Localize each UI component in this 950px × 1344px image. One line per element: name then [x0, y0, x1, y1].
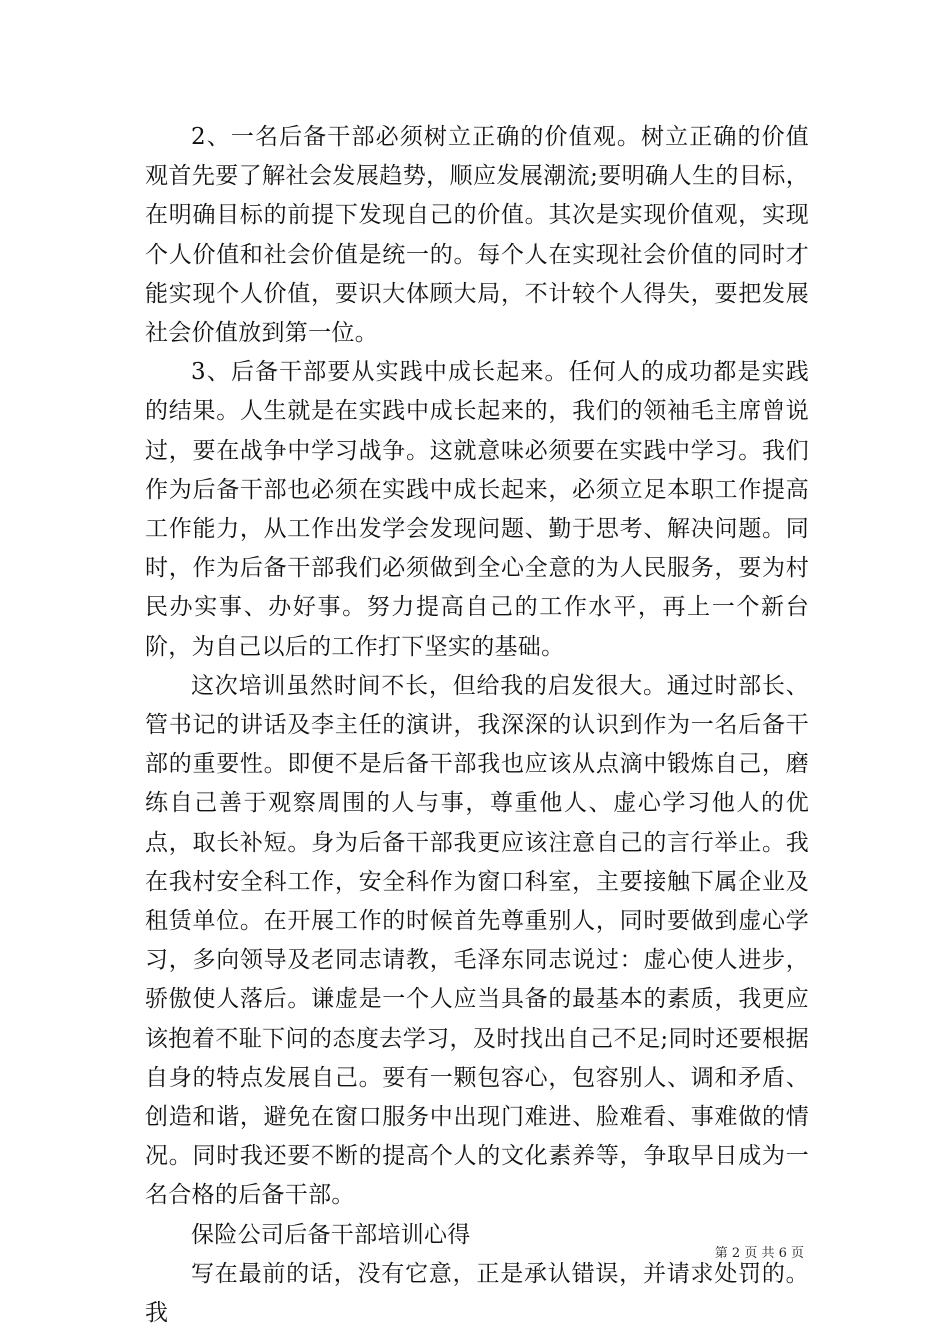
paragraph-practice: 3、后备干部要从实践中成长起来。任何人的成功都是实践的结果。人生就是在实践中成长起来的，我们的领袖毛主席曾说过，要在战争中学习战争。这就意味必须要在实践中学习。我们作为后备干部也必须在实践中成长起来，必须立足本职工作提高工作能力，从工作出发学会发现问题、勤于思考、解决问题。同时，作为后备干部我们必须做到全心全意的为人民服务，要为村民办实事、办好事。努力提高自己的工作水平，再上一个新台阶，为自己以后的工作打下坚实的基础。 — [145, 359, 809, 660]
paragraph-preface: 写在最前的话，没有它意，正是承认错误，并请求处罚的。我 — [145, 1260, 809, 1327]
paragraph-value-outlook: 2、一名后备干部必须树立正确的价值观。树立正确的价值观首先要了解社会发展趋势，顺应发展潮流;要明确人生的目标，在明确目标的前提下发现自己的价值。其次是实现价值观，实现个人价值和社会价值是统一的。每个人在实现社会价值的同时才能实现个人价值，要识大体顾大局，不计较个人得失，要把发展社会价值放到第一位。 — [145, 124, 809, 347]
section-heading: 保险公司后备干部培训心得 — [191, 1221, 471, 1248]
document-body — [145, 118, 809, 1333]
paragraph-training-reflection: 这次培训虽然时间不长，但给我的启发很大。通过时部长、管书记的讲话及李主任的演讲，我深深的认识到作为一名后备干部的重要性。即便不是后备干部我也应该从点滴中锻炼自己，磨练自己善于观察周围的人与事，尊重他人、虚心学习他人的优点，取长补短。身为后备干部我更应该注意自己的言行举止。我在我村安全科工作，安全科作为窗口科室，主要接触下属企业及租赁单位。在开展工作的时候首先尊重别人，同时要做到虚心学习，多向领导及老同志请教，毛泽东同志说过：虚心使人进步，骄傲使人落后。谦虚是一个人应当具备的最基本的素质，我更应该抱着不耻下问的态度去学习，及时找出自己不足;同时还要根据自身的特点发展自己。要有一颗包容心，包容别人、调和矛盾、创造和谐，避免在窗口服务中出现门难进、脸难看、事难做的情况。同时我还要不断的提高个人的文化素养等，争取早日成为一名合格的后备干部。 — [145, 672, 809, 1209]
page-number: 第 2 页 共 6 页 — [714, 1246, 804, 1261]
